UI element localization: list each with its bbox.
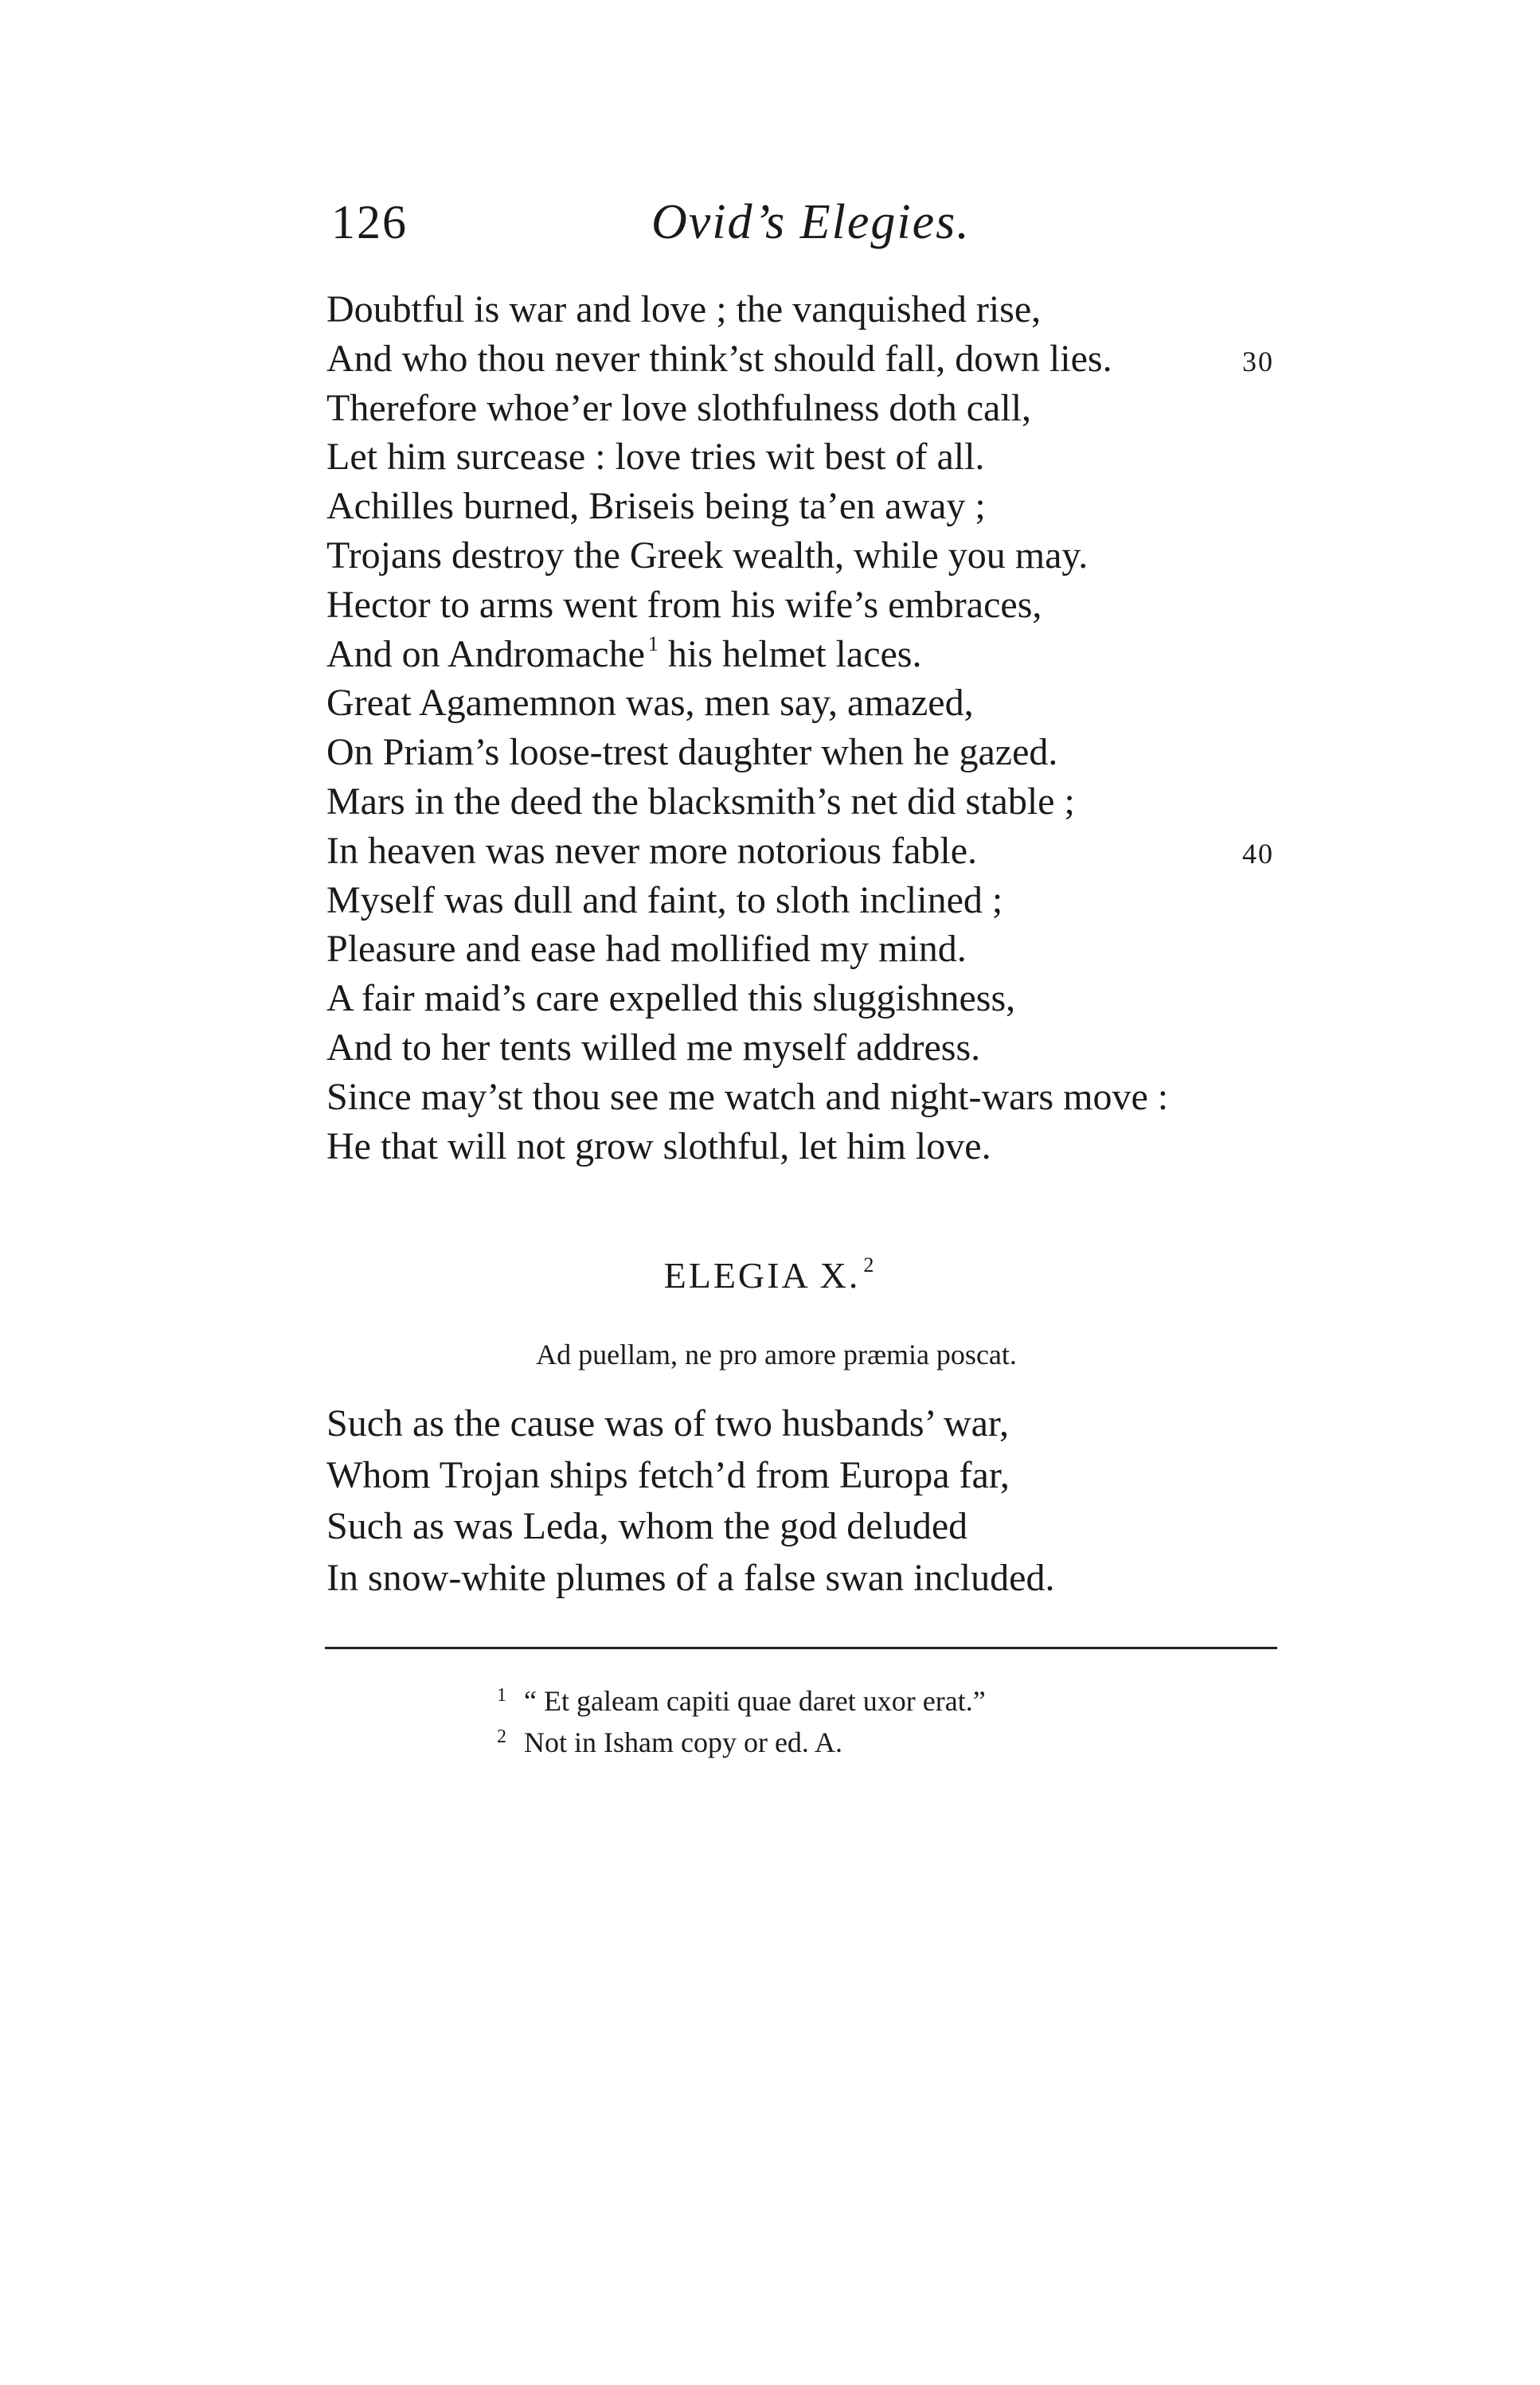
verse-block-elegy	[326, 1398, 1330, 1604]
verse-line-text-tail: his helmet laces.	[658, 632, 922, 675]
verse-line-text: Whom Trojan ships fetch’d from Europa far,	[326, 1453, 1010, 1496]
verse-block-top	[326, 285, 1330, 1171]
verse-line	[326, 728, 1330, 777]
verse-line-text: Myself was dull and faint, to sloth inclined ;	[326, 878, 1003, 921]
footnote: 1 “ Et galeam capiti quae daret uxor erat.”	[497, 1685, 986, 1717]
verse-line-text: Let him surcease : love tries wit best of all.	[326, 436, 985, 479]
footnote-reference: 2	[863, 1253, 877, 1277]
verse-line	[326, 334, 1330, 384]
verse-line-text: Therefore whoe’er love slothfulness doth call,	[326, 386, 1032, 429]
verse-line-text: And to her tents willed me myself address.	[326, 1026, 981, 1069]
footnote-text: Not in Isham copy or ed. A.	[524, 1726, 842, 1758]
verse-line	[326, 777, 1330, 827]
footnote-divider	[325, 1647, 1277, 1649]
verse-line	[326, 384, 1330, 433]
verse-line-text: In snow-white plumes of a false swan included.	[326, 1556, 1055, 1599]
verse-line-text: On Priam’s loose-trest daughter when he gazed.	[326, 731, 1058, 774]
verse-line	[326, 925, 1330, 974]
verse-line	[326, 1501, 1330, 1553]
verse-line	[326, 1073, 1330, 1122]
verse-line-text: He that will not grow slothful, let him love.	[326, 1124, 991, 1167]
page-number: 126	[331, 196, 408, 248]
line-number-30: 30	[1242, 345, 1274, 377]
verse-line	[326, 1122, 1330, 1171]
verse-line	[326, 531, 1330, 581]
verse-line	[326, 1450, 1330, 1502]
verse-line	[326, 1553, 1330, 1605]
footnote: 2 Not in Isham copy or ed. A.	[497, 1726, 842, 1758]
verse-line	[326, 1023, 1330, 1073]
verse-line-text: Such as was Leda, whom the god deluded	[326, 1505, 968, 1547]
footnote-text: “ Et galeam capiti quae daret uxor erat.”	[524, 1685, 986, 1717]
verse-line-text: Great Agamemnon was, men say, amazed,	[326, 682, 974, 725]
elegy-heading-text: ELEGIA X.	[663, 1255, 861, 1296]
verse-line	[326, 581, 1330, 630]
verse-line	[326, 827, 1330, 876]
verse-line-text: Mars in the deed the blacksmith’s net did stable ;	[326, 780, 1075, 823]
line-number-40: 40	[1242, 837, 1274, 870]
verse-line	[326, 1398, 1330, 1450]
verse-line-text: Achilles burned, Briseis being ta’en away ;	[326, 485, 986, 528]
elegy-heading	[0, 1252, 1540, 1300]
footnote-reference: 1	[647, 631, 659, 655]
verse-line	[326, 432, 1330, 482]
verse-line-text: A fair maid’s care expelled this sluggishness,	[326, 977, 1016, 1020]
verse-line-text: Such as the cause was of two husbands’ war,	[326, 1402, 1009, 1445]
verse-line-text: In heaven was never more notorious fable.	[326, 829, 978, 872]
elegy-subtitle: Ad puellam, ne pro amore præmia poscat.	[536, 1339, 1017, 1370]
footnotes	[497, 1680, 1214, 1763]
verse-line	[326, 630, 1330, 679]
verse-line	[326, 482, 1330, 531]
verse-line-text: Doubtful is war and love ; the vanquished rise,	[326, 288, 1042, 330]
verse-line	[326, 678, 1330, 728]
verse-line	[326, 285, 1330, 334]
verse-line-text: Pleasure and ease had mollified my mind.	[326, 928, 967, 971]
verse-line-text: Trojans destroy the Greek wealth, while you may.	[326, 534, 1089, 577]
verse-line	[326, 974, 1330, 1023]
verse-line-text: Since may’st thou see me watch and night-wars move :	[326, 1075, 1169, 1118]
verse-line-text: Hector to arms went from his wife’s embraces,	[326, 583, 1042, 626]
verse-line-text: And on Andromache	[326, 632, 645, 675]
verse-line	[326, 876, 1330, 925]
running-title: Ovid’s Elegies.	[651, 195, 971, 249]
verse-line-text: And who thou never think’st should fall, down lies.	[326, 337, 1112, 380]
